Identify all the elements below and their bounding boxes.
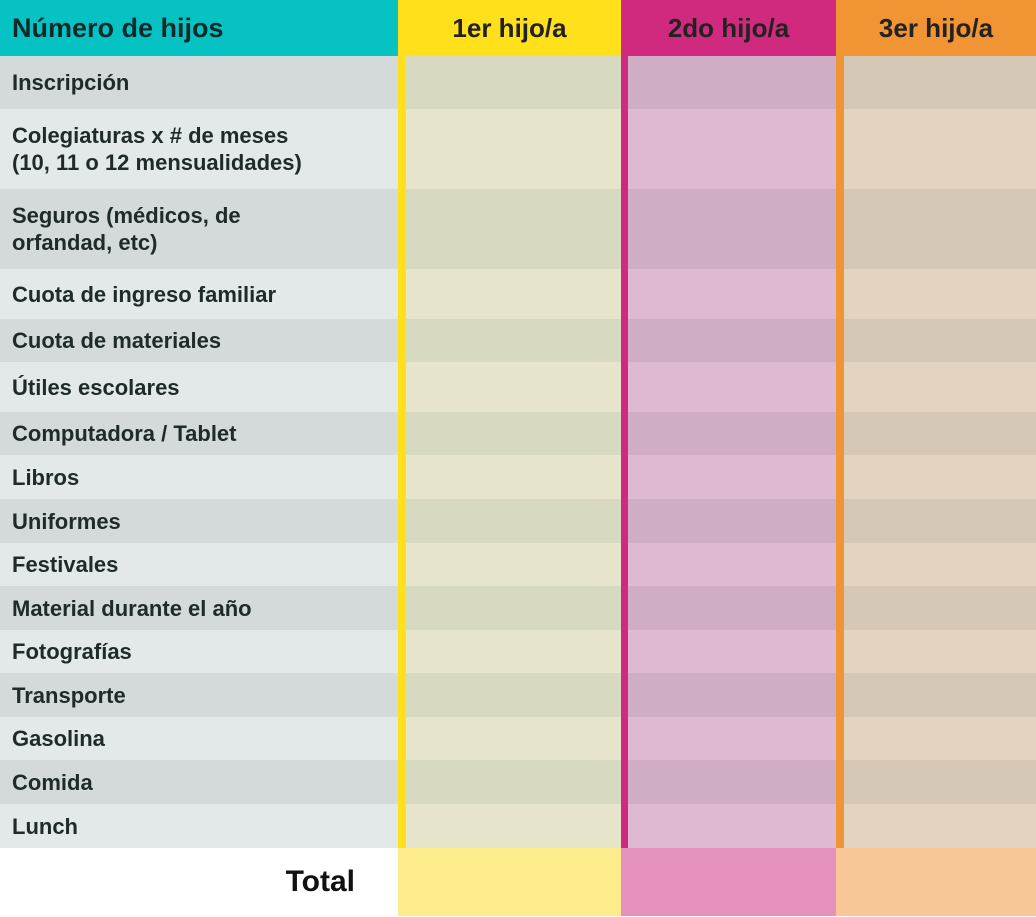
second-child-amount-cell[interactable] <box>628 109 836 189</box>
row-label: Transporte <box>0 673 398 717</box>
third-child-amount-cell[interactable] <box>844 804 1036 848</box>
row-label: Inscripción <box>0 56 398 109</box>
third-child-amount-cell[interactable] <box>844 319 1036 362</box>
first-child-amount-cell[interactable] <box>406 586 621 630</box>
first-child-amount-cell[interactable] <box>406 56 621 109</box>
header-second-child: 2do hijo/a <box>621 0 836 56</box>
first-child-amount-cell[interactable] <box>406 189 621 269</box>
second-child-amount-cell[interactable] <box>628 269 836 319</box>
total-third-child-cell[interactable] <box>836 848 1036 916</box>
first-child-amount-cell[interactable] <box>406 412 621 455</box>
first-child-amount-cell[interactable] <box>406 760 621 804</box>
third-child-amount-cell[interactable] <box>844 543 1036 586</box>
header-first-child: 1er hijo/a <box>398 0 621 56</box>
first-child-amount-cell[interactable] <box>406 109 621 189</box>
total-row <box>0 848 1036 916</box>
third-child-amount-cell[interactable] <box>844 717 1036 760</box>
first-child-column-stripe <box>398 56 406 848</box>
row-label: Material durante el año <box>0 586 398 630</box>
total-first-child-cell[interactable] <box>398 848 621 916</box>
first-child-amount-cell[interactable] <box>406 499 621 543</box>
first-child-amount-cell[interactable] <box>406 362 621 412</box>
first-child-amount-cell[interactable] <box>406 543 621 586</box>
row-label: Útiles escolares <box>0 362 398 412</box>
second-child-amount-cell[interactable] <box>628 412 836 455</box>
second-child-amount-cell[interactable] <box>628 362 836 412</box>
header-third-child: 3er hijo/a <box>836 0 1036 56</box>
row-label: Cuota de ingreso familiar <box>0 269 398 319</box>
second-child-amount-cell[interactable] <box>628 586 836 630</box>
first-child-amount-cell[interactable] <box>406 630 621 673</box>
first-child-amount-cell[interactable] <box>406 717 621 760</box>
third-child-amount-cell[interactable] <box>844 455 1036 499</box>
row-label: Festivales <box>0 543 398 586</box>
second-child-amount-cell[interactable] <box>628 499 836 543</box>
third-child-amount-cell[interactable] <box>844 269 1036 319</box>
third-child-amount-cell[interactable] <box>844 362 1036 412</box>
first-child-amount-cell[interactable] <box>406 455 621 499</box>
second-child-amount-cell[interactable] <box>628 455 836 499</box>
second-child-column-stripe <box>621 56 628 848</box>
total-second-child-cell[interactable] <box>621 848 836 916</box>
second-child-amount-cell[interactable] <box>628 189 836 269</box>
second-child-amount-cell[interactable] <box>628 319 836 362</box>
second-child-amount-cell[interactable] <box>628 760 836 804</box>
third-child-column-stripe <box>836 56 844 848</box>
row-label: Cuota de materiales <box>0 319 398 362</box>
row-label: Uniformes <box>0 499 398 543</box>
third-child-amount-cell[interactable] <box>844 412 1036 455</box>
second-child-amount-cell[interactable] <box>628 56 836 109</box>
third-child-amount-cell[interactable] <box>844 673 1036 717</box>
second-child-amount-cell[interactable] <box>628 717 836 760</box>
first-child-amount-cell[interactable] <box>406 673 621 717</box>
third-child-amount-cell[interactable] <box>844 56 1036 109</box>
third-child-amount-cell[interactable] <box>844 760 1036 804</box>
row-label: Colegiaturas x # de meses (10, 11 o 12 mensualidades) <box>0 109 398 189</box>
row-label: Seguros (médicos, de orfandad, etc) <box>0 189 398 269</box>
third-child-amount-cell[interactable] <box>844 109 1036 189</box>
second-child-amount-cell[interactable] <box>628 543 836 586</box>
row-label: Fotografías <box>0 630 398 673</box>
second-child-amount-cell[interactable] <box>628 630 836 673</box>
row-label: Libros <box>0 455 398 499</box>
header-label: Número de hijos <box>0 0 398 56</box>
third-child-amount-cell[interactable] <box>844 586 1036 630</box>
first-child-amount-cell[interactable] <box>406 269 621 319</box>
total-label: Total <box>0 848 398 916</box>
second-child-amount-cell[interactable] <box>628 804 836 848</box>
row-label: Gasolina <box>0 717 398 760</box>
row-label: Comida <box>0 760 398 804</box>
first-child-amount-cell[interactable] <box>406 319 621 362</box>
first-child-amount-cell[interactable] <box>406 804 621 848</box>
row-label: Computadora / Tablet <box>0 412 398 455</box>
row-label: Lunch <box>0 804 398 848</box>
second-child-amount-cell[interactable] <box>628 673 836 717</box>
third-child-amount-cell[interactable] <box>844 189 1036 269</box>
third-child-amount-cell[interactable] <box>844 499 1036 543</box>
third-child-amount-cell[interactable] <box>844 630 1036 673</box>
